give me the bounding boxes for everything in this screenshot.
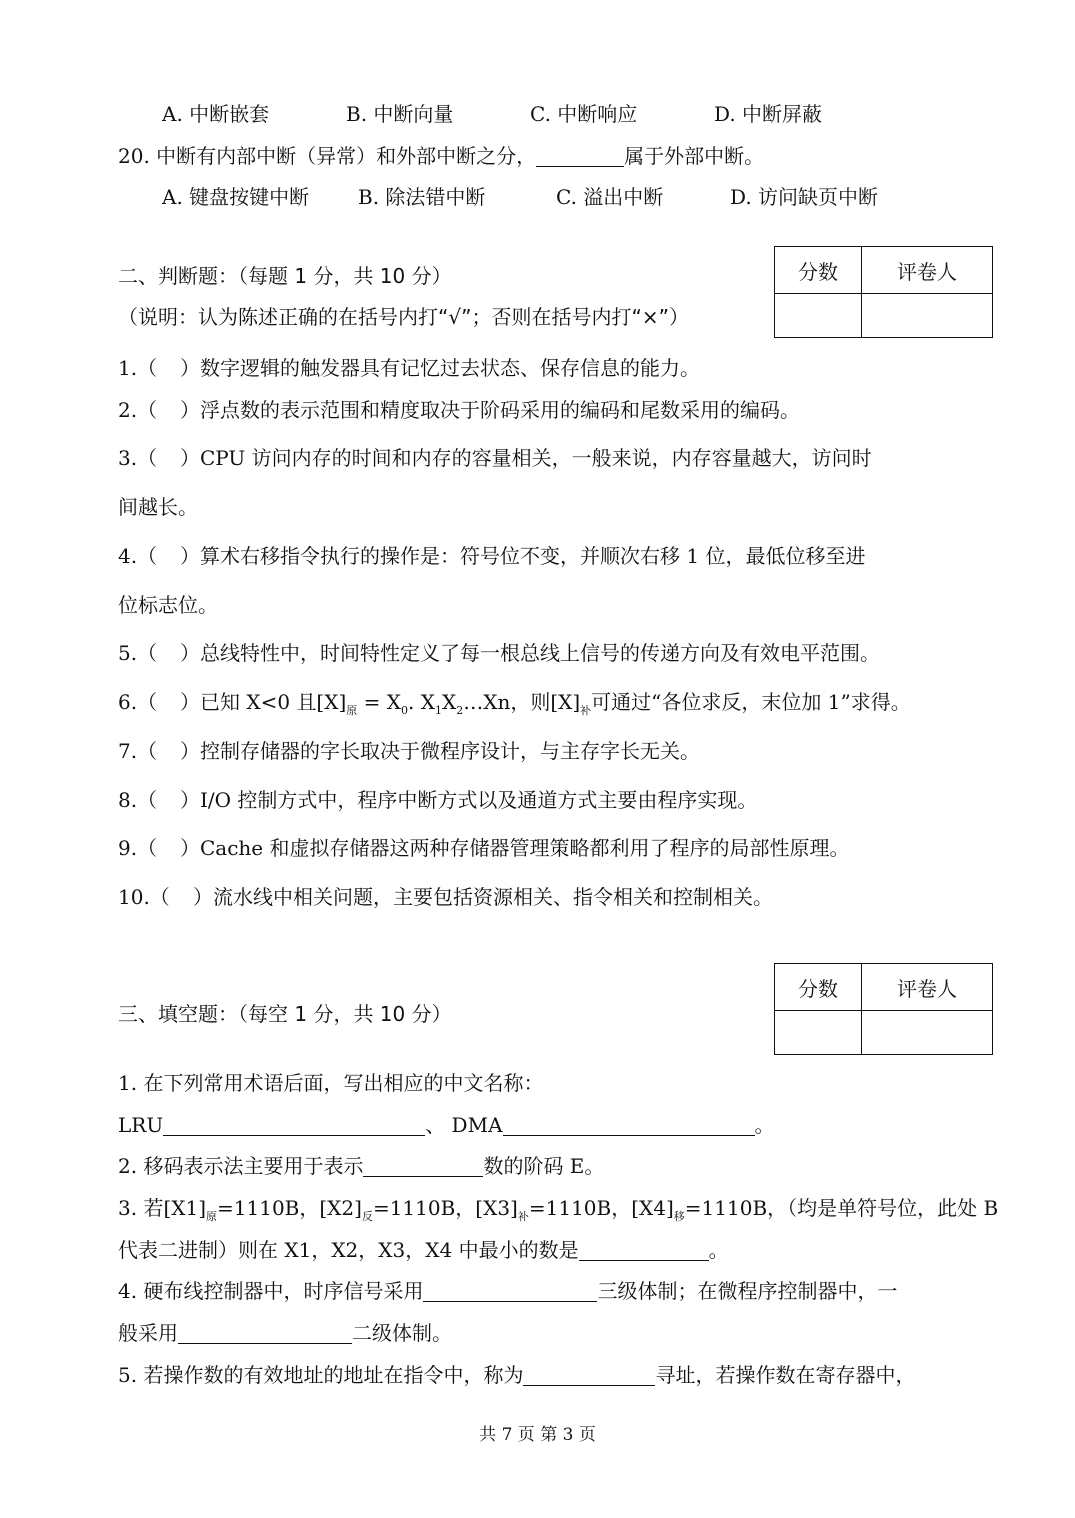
tf-item-3 [118, 444, 872, 472]
tf-answer-9[interactable]: 9.（ [118, 836, 158, 860]
q4-text-a: 4. 硬布线控制器中，时序信号采用 [118, 1279, 424, 1303]
dma-blank[interactable] [503, 1113, 755, 1136]
fill-q2 [118, 1152, 604, 1180]
tf-answer-7[interactable]: 7.（ [118, 739, 158, 763]
q3-sub-yi: 移 [673, 1210, 685, 1223]
q3-sub-bu: 补 [517, 1210, 529, 1223]
tf-item-3-cont: 间越长。 [118, 495, 198, 519]
q20-option-a: A. 键盘按键中断 [162, 185, 310, 209]
q4-line2-b: 二级体制。 [352, 1321, 452, 1345]
tf-text-9: ）Cache 和虚拟存储器这两种存储器管理策略都利用了程序的局部性原理。 [180, 836, 850, 860]
tf-answer-8[interactable]: 8.（ [118, 788, 158, 812]
tf-answer-6[interactable]: 6.（ [118, 690, 158, 714]
score-cell[interactable] [775, 294, 862, 338]
tf-item-4 [118, 542, 865, 570]
q3-text-b: =1110B，[X2] [217, 1196, 362, 1220]
tf-sub-1: 1 [434, 704, 442, 717]
tf-answer-3[interactable]: 3.（ [118, 446, 158, 470]
tf-text-5: ）总线特性中，时间特性定义了每一根总线上信号的传递方向及有效电平范围。 [180, 641, 880, 665]
tf-item-5 [118, 639, 880, 667]
lru-label: LRU [118, 1113, 164, 1137]
tf-sub-bu: 补 [580, 704, 592, 717]
tf-sub-0: 0 [401, 704, 408, 717]
section2-title: 二、判断题：（每题 1 分，共 10 分） [118, 264, 452, 288]
q4-text-b: 三级体制；在微程序控制器中，一 [597, 1279, 898, 1303]
q3-text-d: =1110B，[X4] [528, 1196, 674, 1220]
q20-option-c: C. 溢出中断 [556, 185, 664, 209]
tf-item-7 [118, 737, 700, 765]
tf-item-6 [118, 688, 911, 725]
q20-prefix: 20. 中断有内部中断（异常）和外部中断之分， [118, 144, 537, 168]
tf-text-6b: = X [357, 690, 401, 714]
q19-option-c: C. 中断响应 [530, 102, 638, 126]
lru-blank[interactable] [163, 1113, 425, 1136]
grader-cell[interactable] [862, 1011, 993, 1055]
page-footer: 共 7 页 第 3 页 [479, 1425, 596, 1445]
q19-option-d: D. 中断屏蔽 [714, 102, 823, 126]
tf-item-10 [118, 883, 773, 911]
tf-item-2 [118, 396, 800, 424]
tf-item-1 [118, 354, 700, 382]
q19-option-b: B. 中断向量 [346, 102, 454, 126]
q20-option-d: D. 访问缺页中断 [730, 185, 879, 209]
tf-answer-10[interactable]: 10.（ [118, 885, 170, 909]
tf-sub-yuan: 原 [346, 704, 358, 717]
tf-answer-4[interactable]: 4.（ [118, 544, 158, 568]
q3-line2-a: 代表二进制）则在 X1，X2，X3，X4 中最小的数是 [118, 1238, 579, 1262]
q2-text-b: 数的阶码 E。 [483, 1154, 605, 1178]
tf-item-4-cont: 位标志位。 [118, 593, 218, 617]
q2-text-a: 2. 移码表示法主要用于表示 [118, 1154, 364, 1178]
q4-blank-2[interactable] [178, 1321, 352, 1344]
tf-text-2: ）浮点数的表示范围和精度取决于阶码采用的编码和尾数采用的编码。 [180, 398, 800, 422]
fill-q4 [118, 1277, 897, 1305]
q2-blank[interactable] [363, 1154, 483, 1177]
tf-text-4: ）算术右移指令执行的操作是：符号位不变，并顺次右移 1 位，最低位移至进 [180, 544, 866, 568]
tf-text-6f: 可通过“各位求反，末位加 1”求得。 [591, 690, 911, 714]
tf-text-1: ）数字逻辑的触发器具有记忆过去状态、保存信息的能力。 [180, 356, 700, 380]
fill-q3-line2 [118, 1236, 729, 1264]
section2-note: （说明：认为陈述正确的在括号内打“√”；否则在括号内打“×”） [118, 305, 689, 329]
section3-title: 三、填空题：（每空 1 分，共 10 分） [118, 1002, 452, 1026]
q4-blank-1[interactable] [423, 1279, 597, 1302]
q20-suffix: 属于外部中断。 [624, 144, 765, 168]
tf-text-10: ）流水线中相关问题，主要包括资源相关、指令相关和控制相关。 [193, 885, 773, 909]
q3-blank[interactable] [579, 1238, 709, 1261]
q3-sub-yuan: 原 [206, 1210, 218, 1223]
tf-sub-2: 2 [456, 704, 464, 717]
tf-text-8: ）I/O 控制方式中，程序中断方式以及通道方式主要由程序实现。 [180, 788, 758, 812]
q5-blank[interactable] [523, 1363, 655, 1386]
q3-line2-b: 。 [708, 1238, 729, 1262]
grader-header: 评卷人 [862, 964, 993, 1011]
q3-text-c: =1110B，[X3] [372, 1196, 518, 1220]
score-header: 分数 [775, 247, 862, 294]
tf-item-9 [118, 834, 850, 862]
q4-line2-a: 般采用 [118, 1321, 178, 1345]
q1-end: 。 [754, 1113, 775, 1137]
q20-option-b: B. 除法错中断 [358, 185, 486, 209]
tf-text-6d: X [441, 690, 457, 714]
fill-q5 [118, 1361, 915, 1389]
q3-sub-fan: 反 [361, 1210, 373, 1223]
q5-text-b: 寻址，若操作数在寄存器中， [655, 1363, 916, 1387]
q3-text-e: =1110B，（均是单符号位，此处 B [684, 1196, 999, 1220]
score-header: 分数 [775, 964, 862, 1011]
section3-score-table [774, 963, 993, 1055]
q19-option-a: A. 中断嵌套 [162, 102, 270, 126]
fill-q1: 1. 在下列常用术语后面，写出相应的中文名称： [118, 1071, 544, 1095]
tf-text-6e: …Xn，则[X] [463, 690, 581, 714]
q3-text-a: 3. 若[X1] [118, 1196, 207, 1220]
tf-item-8 [118, 786, 757, 814]
tf-text-6c: . X [408, 690, 435, 714]
q20-question [118, 142, 764, 170]
tf-answer-1[interactable]: 1.（ [118, 356, 158, 380]
grader-cell[interactable] [862, 294, 993, 338]
tf-answer-5[interactable]: 5.（ [118, 641, 158, 665]
tf-text-3: ）CPU 访问内存的时间和内存的容量相关，一般来说，内存容量越大，访问时 [180, 446, 872, 470]
q5-text-a: 5. 若操作数的有效地址的地址在指令中，称为 [118, 1363, 524, 1387]
fill-q1-terms [118, 1111, 775, 1139]
score-cell[interactable] [775, 1011, 862, 1055]
tf-text-6a: ）已知 X<0 且[X] [180, 690, 347, 714]
tf-text-7: ）控制存储器的字长取决于微程序设计，与主存字长无关。 [180, 739, 700, 763]
tf-answer-2[interactable]: 2.（ [118, 398, 158, 422]
grader-header: 评卷人 [862, 247, 993, 294]
q20-blank[interactable] [536, 144, 624, 167]
fill-q3 [118, 1194, 998, 1231]
fill-q4-line2 [118, 1319, 452, 1347]
section2-score-table [774, 246, 993, 338]
dma-label: 、 DMA [425, 1113, 503, 1137]
